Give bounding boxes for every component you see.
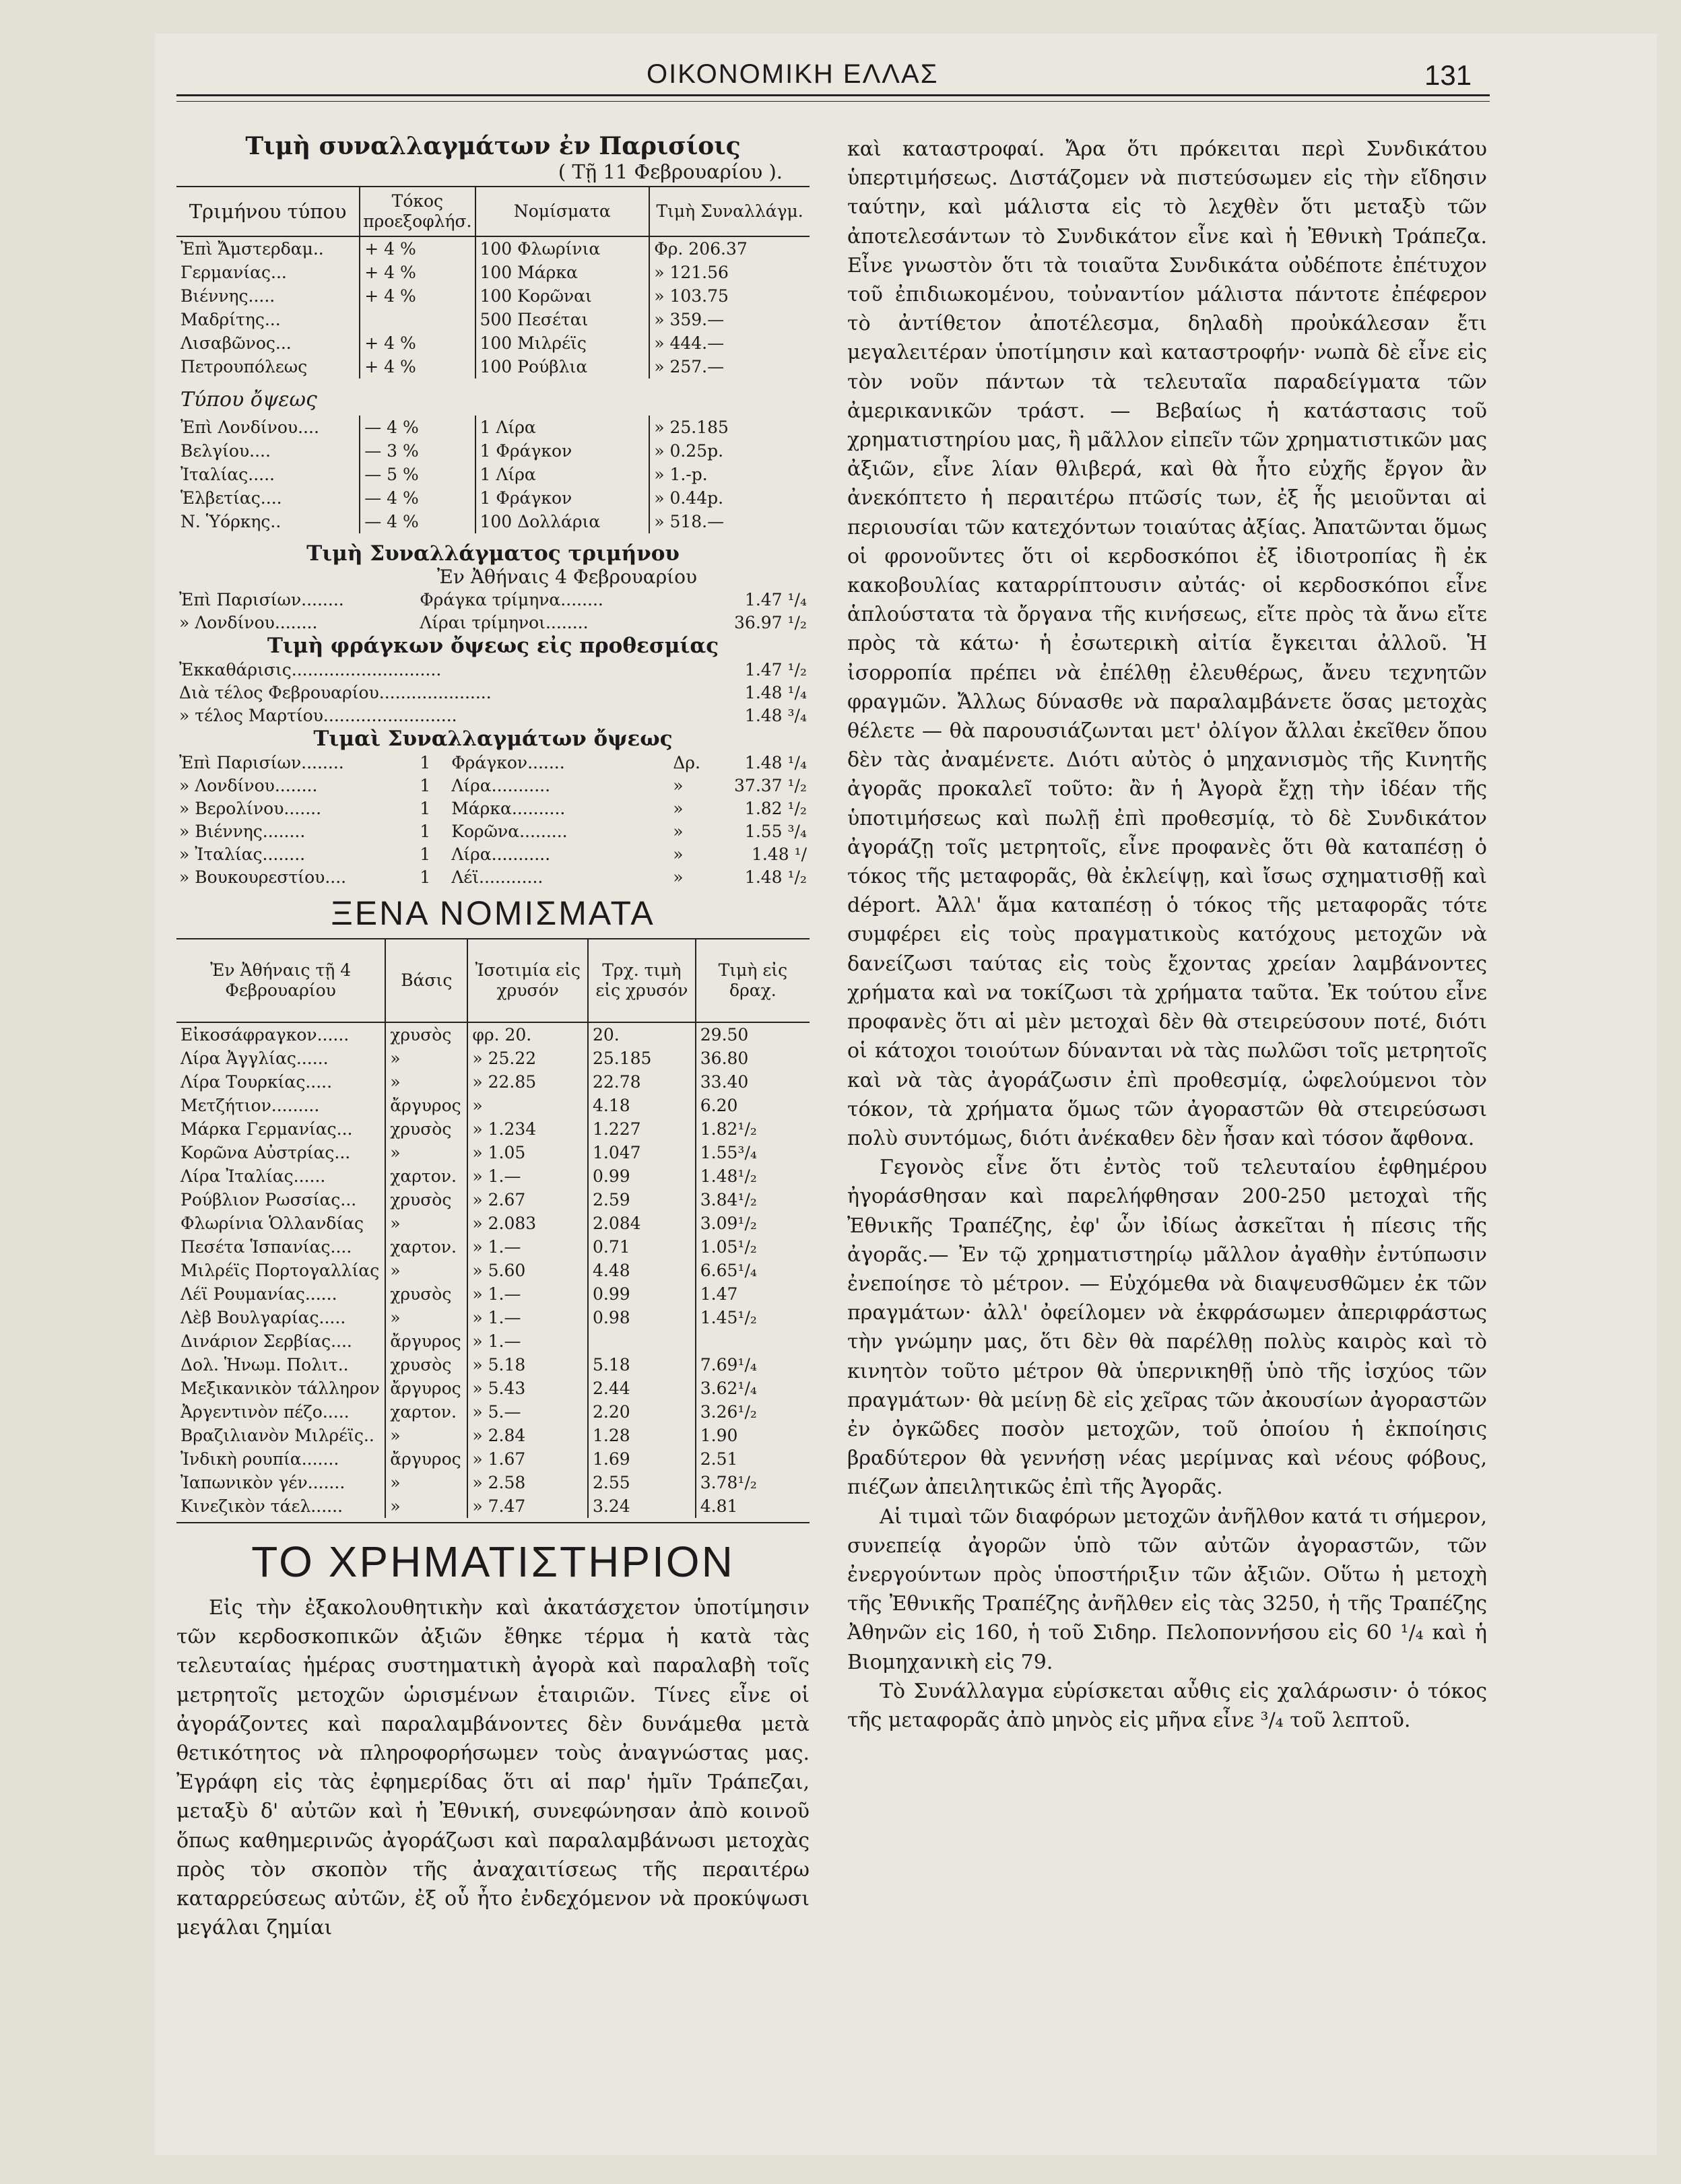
athens-three-month-title: Τιμὴ Συναλλάγματος τριμήνου [306,541,680,566]
coin: Μιλρέϊς Πορτογαλλίας [180,1261,380,1280]
place: Πετρουπόλεως [180,357,308,376]
unit: 1 [420,821,431,841]
table-row [176,1306,810,1329]
table-row [176,1235,810,1259]
basis: » [385,1212,467,1235]
bourse-right-p1: καὶ καταστροφαί. Ἄρα ὅτι πρόκειται περὶ Συνδικάτου ὑπερτιμήσεως. Διστάζομεν νὰ πιστεύσωμεν εἰς τὴν εἴδησιν ταύτην, καὶ μάλιστα εἰς τὸ λεχθὲν ὅτι μεταξὺ τῶν ἀποτελεσάντων τὸ Συνδικάτον εἶνε καὶ ἡ Ἐθνικὴ Τράπεζα. Εἶνε γνωστὸν ὅτι τὰ τοιαῦτα Συνδικάτα οὐδέποτε ἐπέτυχον τοῦ ἐπιδιωκομένου, τοὐναντίον μάλιστα πάντοτε ἐπέφερον τὸ ἀντίθετον ἀποτέλεσμα, δηλαδὴ προὐκάλεσαν ἔτι μεγαλειτέραν ὑποτίμησιν καὶ καταστροφήν· νωπὰ δὲ εἶνε εἰς τὸν νοῦν πάντων τὰ τελευταῖα παραδείγματα τῶν ἀμερικανικῶν τράστ. — Βεβαίως ἡ κατάστασις τοῦ χρηματιστηρίου μας, ἢ μᾶλλον εἰπεῖν τῶν χρηματιστικῶν μας ἀξιῶν, εἶνε λίαν θλιβερά, καὶ θὰ ἦτο εὐχῆς ἔργον ἂν ἀνεκόπτετο ἡ περαιτέρω πτῶσίς των, ἐξ ἧς μειοῦνται αἱ περιουσίαι τῶν κατεχόντων τοιαύτας ἀξίας. Ἀπατῶνται ὅμως οἱ φρονοῦντες ὅτι οἱ κερδοσκόποι ἐξ ἰδιοτροπίας ἢ ἐκ κακοβουλίας καταρρίπτουσιν αὐτάς· οἱ κερδοσκόποι εἶνε ἁπλούστατα τὰ ὄργανα τῆς κινήσεως, εἴτε πρὸς τὰ ἄνω εἴτε πρὸς τὰ κάτω· ἡ ἐσωτερικὴ αἰτία ἔγκειται ἀλλοῦ. Ἡ ἰσορροπία πρέπει νὰ ἐπέλθῃ ἐλευθέρως, ἄνευ τεχνητῶν φραγμῶν. Ἄλλως δύνασθε νὰ παραλαμβάνετε ὅσας μετοχὰς θέλετε — θὰ παρουσιάζωνται μετ' ὀλίγον ἄλλαι ἐκεῖθεν ὅπου δὲν τὰς ἀναμένετε. Διότι αὐτὸς ὁ μηχανισμὸς τῆς Κινητῆς ἀγορᾶς προκαλεῖ τοῦτο: ἂν ἡ Ἀγορὰ ἔχῃ τὴν ἰδέαν τῆς ὑποτιμήσεως καὶ πωλῇ ἐπὶ προθεσμίᾳ, τὸ δὲ Συνδικάτον ἀγοράζῃ τοῖς μετρητοῖς, εἶνε προφανὲς ὅτι θὰ καταπέσῃ ὁ τόκος τῆς μεταφορᾶς, θὰ ἐκλείψῃ, καὶ ἴσως σχηματισθῇ καὶ déport. Ἀλλ' ἅμα καταπέσῃ ὁ τόκος τῆς μεταφορᾶς τότε συμφέρει εἰς τοὺς πραγματικοὺς κατόχους μετοχῶν νὰ δανείζωσι ταύτας εἰς τοὺς ἔχοντας χρείαν λαμβάνοντες χρήματα καὶ να τοκίζωσι τὰ χρήματα ταῦτα. Ἐκ τούτου εἶνε προφανὲς ὅτι αἱ μὲν μετοχαὶ δὲν θὰ στειρεύσουν ποτέ, διότι οἱ κάτοχοι τοιούτων δύνανται νὰ τὰς πωλῶσι τοῖς μετρητοῖς καὶ νὰ τὰς ἀγοράζωσιν ἐπὶ προθεσμίᾳ, ὠφελούμενοι τὸν τόκον, τὰ χρήματα ὅμως τῶν ἀγοραστῶν θὰ στειρεύσωσι πολὺ συντόμως, διότι ἀνέκαθεν δὲν ἦσαν καὶ τόσον ἄφθονα. [847,137,1487,1150]
right-column [847,135,1487,1735]
table-row [176,439,810,463]
discount: — 5 % [360,463,475,486]
basis: ἄργυρος [385,1447,467,1471]
rate: » 518.— [649,510,810,533]
sight-rates-title: Τιμαὶ Συναλλαγμάτων ὄψεως [313,727,673,751]
discount: — 4 % [360,416,475,439]
place: Ἐπὶ Λονδίνου.... [180,418,319,437]
rate: 1.48 ¹/ [751,844,807,864]
table-row [176,1141,810,1164]
place: Ἐπὶ Παρισίων........ [179,589,344,609]
gold-parity: » 1.— [467,1282,588,1306]
gold-price: 0.99 [588,1282,696,1306]
paris-rates-title: Τιμὴ συναλλαγμάτων ἐν Παρισίοις [245,132,741,160]
drachma-price: 1.55³/₄ [696,1141,810,1164]
table-row [176,236,810,261]
table-row [176,1094,810,1117]
discount: + 4 % [360,284,475,308]
basis: » [385,1494,467,1518]
gold-parity: » 2.67 [467,1188,588,1212]
unit: 1 [420,798,431,818]
bourse-right-p3: Αἱ τιμαὶ τῶν διαφόρων μετοχῶν ἀνῆλθον κατά τι σήμερον, συνεπείᾳ ἀγορῶν ὑπὸ τῶν αὐτῶν ἀγοραστῶν, τῶν ἐνεργούντων πρὸς ὑποστήριξιν τῶν ἀξιῶν. Οὕτω ἡ μετοχὴ τῆς Ἐθνικῆς Τραπέζης ἀνῆλθεν εἰς τὰς 3250, ἡ τῆς Τραπέζης Ἀθηνῶν εἰς 160, ἡ τοῦ Σιδηρ. Πελοποννήσου εἰς 60 ¹/₄ καὶ ἡ Βιομηχανικὴ εἰς 79. [847,1504,1487,1674]
coin: Λέϊ Ρουμανίας...... [180,1284,337,1304]
gold-price: 1.047 [588,1141,696,1164]
sign: » [673,798,684,818]
basis: » [385,1070,467,1094]
list-item [176,611,810,634]
table-row [176,486,810,510]
col-header: Τιμὴ Συναλλάγμ. [649,187,810,236]
term: » τέλος Μαρτίου......................... [179,705,457,725]
list-item [176,865,810,888]
term: Διὰ τέλος Φεβρουαρίου..................... [179,682,492,702]
col-header: Βάσις [385,939,467,1022]
coin: Ἰνδικὴ ρουπία....... [180,1449,339,1469]
coin: Πεσέτα Ἱσπανίας.... [180,1237,352,1257]
unit: 1 [420,867,431,887]
gold-price: 2.59 [588,1188,696,1212]
bourse-left-text: Εἰς τὴν ἐξακολουθητικὴν καὶ ἀκατάσχετον ὑποτίμησιν τῶν κερδοσκοπικῶν ἀξιῶν ἔθηκε τέρμα ἡ κατὰ τὰς τελευταίας ἡμέρας συστηματικὴ ἀγορὰ καὶ παραλαβὴ τοῖς μετρητοῖς μετοχῶν ὡρισμένων ἑταιριῶν. Τίνες εἶνε οἱ ἀγοράζοντες καὶ παραλαμβάνοντες δὲν δυνάμεθα μετὰ θετικότητος νὰ πληροφορήσωμεν τοὺς ἀναγνώστας μας. Ἐγράφη εἰς τὰς ἐφημερίδας ὅτι αἱ παρ' ἡμῖν Τράπεζαι, μεταξὺ δ' αὐτῶν καὶ ἡ Ἐθνική, συνεφώνησαν ἀπὸ κοινοῦ ὅπως καθημερινῶς ἀγοράζωσι καὶ παραλαμβάνωσι μετοχὰς πρὸς τὸν σκοπὸν τῆς ἀναχαιτίσεως τῆς περαιτέρω καταρρεύσεως αὐτῶν, ἐξ οὗ ἦτο ἐνδεχόμενον νὰ προκύψωσι μεγάλαι ζημίαι [176,1596,810,1940]
rate: 1.82 ¹/₂ [744,798,807,818]
table-row [176,1494,810,1518]
currency: Λίρα........... [451,844,551,864]
bourse-title: ΤΟ ΧΡΗΜΑΤΙΣΤΗΡΙΟΝ [251,1537,735,1586]
currency: Φράγκον....... [451,752,565,772]
left-column [176,132,810,1942]
drachma-price [696,1329,810,1353]
running-header: ΟΙΚΟΝΟΜΙΚΗ ΕΛΛΑΣ [647,59,939,89]
list-item [176,820,810,842]
athens-three-month-table [176,588,810,634]
drachma-price: 3.78¹/₂ [696,1471,810,1494]
coin: Ἀργεντινὸν πέζο..... [180,1402,350,1422]
rate: » 0.25p. [649,439,810,463]
discount: — 4 % [360,510,475,533]
rate: » 444.— [649,331,810,355]
coin: Ρούβλιον Ρωσσίας... [180,1190,357,1210]
table-row [176,1070,810,1094]
gold-parity: » 2.083 [467,1212,588,1235]
drachma-price: 3.26¹/₂ [696,1400,810,1424]
gold-price: 1.227 [588,1117,696,1141]
sight-rates-table [176,751,810,888]
gold-price: 2.084 [588,1212,696,1235]
coin: Μετζήτιον......... [180,1096,320,1115]
coin: Κορῶνα Αὐστρίας... [180,1143,351,1162]
table-row [176,1022,810,1047]
gold-parity: » 1.05 [467,1141,588,1164]
gold-price: 2.20 [588,1400,696,1424]
discount: + 4 % [360,331,475,355]
gold-price: 2.44 [588,1377,696,1400]
discount [360,308,475,331]
place: Βιέννης..... [180,286,275,306]
drachma-price: 7.69¹/₄ [696,1353,810,1377]
place: » Βουκουρεστίου.... [179,867,347,887]
gold-price: 25.185 [588,1047,696,1070]
page-number: 131 [1424,59,1472,91]
coin: Δολ. Ἡνωμ. Πολιτ.. [180,1355,349,1375]
col-header: Τόκος προεξοφλήσ. [360,187,475,236]
basis: » [385,1259,467,1282]
place: Ἐπὶ Παρισίων........ [179,752,344,772]
currency: 1 Φράγκον [475,486,650,510]
basis: χρυσὸς [385,1282,467,1306]
place: » Λονδίνου........ [179,612,318,632]
rate: » 121.56 [649,261,810,284]
basis: χρυσὸς [385,1188,467,1212]
discount: — 4 % [360,486,475,510]
drachma-price: 29.50 [696,1022,810,1047]
coin: Δινάριον Σερβίας.... [180,1331,352,1351]
list-item [176,797,810,820]
table-row [176,284,810,308]
gold-price: 4.18 [588,1094,696,1117]
place: Λισαβῶνος... [180,333,292,353]
coin: Βραζιλιανὸν Μιλρέϊς.. [180,1426,374,1445]
rate: » 25.185 [649,416,810,439]
table-row [176,1447,810,1471]
place: » Λονδίνου........ [179,775,318,795]
table-row [176,261,810,284]
unit: 1 [420,752,431,772]
place: Βελγίου.... [180,441,271,461]
gold-parity: » 1.— [467,1164,588,1188]
athens-three-month-date: Ἐν Ἀθήναις 4 Φεβρουαρίου [436,566,698,588]
bourse-right-p2: Γεγονὸς εἶνε ὅτι ἐντὸς τοῦ τελευταίου ἑφθημέρου ἠγοράσθησαν καὶ παρελήφθησαν 200-250 μετοχαὶ τῆς Ἐθνικῆς Τραπέζης, ἐφ' ὧν ἰδίως ἀσκεῖται ἡ πίεσις τῆς ἀγορᾶς.— Ἐν τῷ χρηματιστηρίῳ μᾶλλον ἀγαθὴν ἐντύπωσιν ἐνεποίησε τὸ μέτρον. — Εὐχόμεθα νὰ διαψευσθῶμεν ἐκ τῶν πραγμάτων· ἀλλ' ὀφείλομεν νὰ ἐκφράσωμεν ἀπεριφράστως τὴν γνώμην μας, ὅτι δὲν θὰ παρέλθῃ πολὺς καιρὸς καὶ τὸ κινητὸν τοῦτο μέτρον θὰ ὑπερνικηθῇ ὑπὸ τῆς ἰσχύος τῶν πραγμάτων· θὰ μείνῃ δὲ εἰς χεῖρας τῶν ἀκουσίων ἀγοραστῶν ἐν ὀγκῶδες ποσὸν μετοχῶν, τοῦ ὁποίου ἡ ἐκποίησις βραδύτερον θὰ γεννήσῃ νέας μερίμνας καὶ νέους φόβους, πιέζων ἀπειλητικῶς ἐπὶ τῆς Ἀγορᾶς. [847,1156,1487,1500]
basis: » [385,1424,467,1447]
col-header: Ἰσοτιμία εἰς χρυσόν [467,939,588,1022]
table-row [176,416,810,439]
basis: » [385,1047,467,1070]
sight-section-label: Τύπου ὄψεως [180,388,317,411]
currency: 100 Ρούβλια [475,355,650,378]
foreign-coins-title: ΞΕΝΑ ΝΟΜΙΣΜΑΤΑ [331,894,655,932]
discount: — 3 % [360,439,475,463]
drachma-price: 3.09¹/₂ [696,1212,810,1235]
coin: Λίρα Ἀγγλίας...... [180,1049,329,1068]
rate: Φρ. 206.37 [649,236,810,261]
gold-price: 2.55 [588,1471,696,1494]
drachma-price: 1.90 [696,1424,810,1447]
gold-price: 0.71 [588,1235,696,1259]
unit: 1 [420,775,431,795]
franc-forward-title: Τιμὴ φράγκων ὄψεως εἰς προθεσμίας [267,634,719,658]
basis: ἄργυρος [385,1377,467,1400]
table-row [176,1188,810,1212]
place: Μαδρίτης... [180,310,281,329]
paris-rates-table [176,187,810,533]
coin: Μάρκα Γερμανίας... [180,1119,353,1139]
drachma-price: 1.48¹/₂ [696,1164,810,1188]
coin: Μεξικανικὸν τάλληρον [180,1379,380,1398]
sign: » [673,844,684,864]
list-item [176,681,810,704]
list-item [176,774,810,797]
table-row [176,331,810,355]
currency: Κορῶνα......... [451,821,568,841]
table-row [176,308,810,331]
instrument: Φράγκα τρίμηνα........ [420,589,603,609]
basis: χρυσὸς [385,1353,467,1377]
rate: » 103.75 [649,284,810,308]
rate: 1.48 ¹/₄ [744,752,807,772]
drachma-price: 1.05¹/₂ [696,1235,810,1259]
gold-price: 0.99 [588,1164,696,1188]
table-row [176,1329,810,1353]
currency: Μάρκα.......... [451,798,566,818]
table-row [176,1400,810,1424]
gold-price: 22.78 [588,1070,696,1094]
paris-sight-rows [176,416,810,533]
basis: χαρτον. [385,1235,467,1259]
gold-parity: » 5.43 [467,1377,588,1400]
drachma-price: 4.81 [696,1494,810,1518]
discount: + 4 % [360,261,475,284]
rate: » 359.— [649,308,810,331]
basis: χρυσὸς [385,1022,467,1047]
place: » Ἰταλίας........ [179,844,306,864]
basis: χαρτον. [385,1400,467,1424]
drachma-price: 1.82¹/₂ [696,1117,810,1141]
coin: Λὲβ Βουλγαρίας..... [180,1308,346,1327]
rate: » 1.-p. [649,463,810,486]
gold-parity: » 1.67 [467,1447,588,1471]
table-row [176,1353,810,1377]
drachma-price: 3.62¹/₄ [696,1377,810,1400]
coins-header-row [176,939,810,1022]
col-header: Τρχ. τιμὴ εἰς χρυσόν [588,939,696,1022]
currency: 100 Μάρκα [475,261,650,284]
currency: 1 Λίρα [475,416,650,439]
coin: Εἰκοσάφραγκον...... [180,1025,350,1045]
gold-price: 0.98 [588,1306,696,1329]
table-row [176,1047,810,1070]
place: » Βιέννης........ [179,821,306,841]
place: Ἰταλίας..... [180,465,275,484]
franc-forward-table [176,658,810,727]
gold-parity: » 1.— [467,1235,588,1259]
basis: » [385,1141,467,1164]
paris-three-month-rows [176,236,810,378]
rate: 1.48 ¹/₄ [744,682,807,702]
drachma-price: 6.20 [696,1094,810,1117]
term: Ἐκκαθάρισις............................ [179,659,442,680]
col-header: Ἐν Ἀθήναις τῇ 4 Φεβρουαρίου [176,939,385,1022]
basis: ἄργυρος [385,1329,467,1353]
drachma-price: 1.47 [696,1282,810,1306]
coin: Ἰαπωνικὸν γέν....... [180,1473,345,1492]
gold-parity: φρ. 20. [467,1022,588,1047]
gold-parity: » 5.— [467,1400,588,1424]
gold-parity: » 25.22 [467,1047,588,1070]
currency: 500 Πεσέται [475,308,650,331]
currency: 1 Λίρα [475,463,650,486]
gold-parity: » 7.47 [467,1494,588,1518]
rate: 1.55 ³/₄ [744,821,807,841]
list-item [176,588,810,611]
paris-rates-date: ( Τῇ 11 Φεβρουαρίου ). [558,160,783,183]
gold-price: 5.18 [588,1353,696,1377]
header-rule-thin [176,101,1490,102]
gold-parity: » 1.— [467,1306,588,1329]
gold-parity: » 2.84 [467,1424,588,1447]
rate: 37.37 ¹/₂ [734,775,807,795]
table-row [176,1212,810,1235]
table-row [176,1117,810,1141]
list-item [176,842,810,865]
gold-price: 1.69 [588,1447,696,1471]
rate: 1.48 ³/₄ [744,705,807,725]
unit: 1 [420,844,431,864]
foreign-coins-table [176,939,810,1518]
rate: 1.47 ¹/₄ [744,589,807,609]
currency: 100 Μιλρέϊς [475,331,650,355]
currency: 100 Δολλάρια [475,510,650,533]
gold-parity: » [467,1094,588,1117]
gold-parity: » 1.234 [467,1117,588,1141]
basis: χρυσὸς [385,1117,467,1141]
header-rule [176,94,1490,96]
coin: Κινεζικὸν τάελ...... [180,1496,343,1516]
basis: » [385,1306,467,1329]
currency: Λίρα........... [451,775,551,795]
paris-header-row [176,187,810,236]
table-row [176,1282,810,1306]
drachma-price: 3.84¹/₂ [696,1188,810,1212]
gold-parity: » 2.58 [467,1471,588,1494]
currency: 1 Φράγκον [475,439,650,463]
sign: » [673,775,684,795]
place: Ν. Ὑόρκης.. [180,512,282,531]
gold-price: 4.48 [588,1259,696,1282]
gold-parity: » 1.— [467,1329,588,1353]
rate: 1.47 ¹/₂ [744,659,807,680]
coin: Λίρα Τουρκίας..... [180,1072,333,1092]
table-row [176,1471,810,1494]
rate: » 0.44p. [649,486,810,510]
drachma-price: 1.45¹/₂ [696,1306,810,1329]
coins-bottom-rule [176,1522,810,1523]
list-item [176,751,810,774]
place: Ἐπὶ Ἄμστερδαμ.. [180,239,324,259]
gold-price: 20. [588,1022,696,1047]
discount: + 4 % [360,355,475,378]
drachma-price: 36.80 [696,1047,810,1070]
place: » Βερολίνου....... [179,798,322,818]
coins-rows [176,1022,810,1518]
gold-price: 3.24 [588,1494,696,1518]
currency: 100 Φλωρίνια [475,236,650,261]
basis: » [385,1471,467,1494]
coin: Λίρα Ἰταλίας...... [180,1166,326,1186]
col-header: Τιμὴ εἰς δραχ. [696,939,810,1022]
table-row [176,355,810,378]
table-row [176,1424,810,1447]
section-row [176,378,810,416]
bourse-right-p4: Τὸ Συνάλλαγμα εὑρίσκεται αὖθις εἰς χαλάρωσιν· ὁ τόκος τῆς μεταφορᾶς ἀπὸ μηνὸς εἰς μῆνα εἶνε ³/₄ τοῦ λεπτοῦ. [847,1679,1487,1732]
sign: » [673,867,684,887]
list-item [176,704,810,727]
place: Ἑλβετίας.... [180,488,282,508]
gold-price: 1.28 [588,1424,696,1447]
drachma-price: 6.65¹/₄ [696,1259,810,1282]
discount: + 4 % [360,236,475,261]
place: Γερμανίας... [180,263,287,282]
basis: ἄργυρος [385,1094,467,1117]
gold-price [588,1329,696,1353]
currency: Λέϊ............ [451,867,543,887]
table-row [176,1164,810,1188]
drachma-price: 33.40 [696,1070,810,1094]
gold-parity: » 5.18 [467,1353,588,1377]
basis: χαρτον. [385,1164,467,1188]
rate: » 257.— [649,355,810,378]
drachma-price: 2.51 [696,1447,810,1471]
col-header: Νομίσματα [475,187,650,236]
instrument: Λίραι τρίμηνοι........ [420,612,589,632]
table-row [176,1259,810,1282]
col-header: Τριμήνου τύπου [176,187,360,236]
gold-parity: » 22.85 [467,1070,588,1094]
sign: Δρ. [673,752,700,772]
list-item [176,658,810,681]
coin: Φλωρίνια Ὁλλανδίας [180,1214,364,1233]
gold-parity: » 5.60 [467,1259,588,1282]
rate: 1.48 ¹/₂ [744,867,807,887]
sign: » [673,821,684,841]
table-row [176,510,810,533]
rate: 36.97 ¹/₂ [734,612,807,632]
table-row [176,1377,810,1400]
table-row [176,463,810,486]
currency: 100 Κορῶναι [475,284,650,308]
